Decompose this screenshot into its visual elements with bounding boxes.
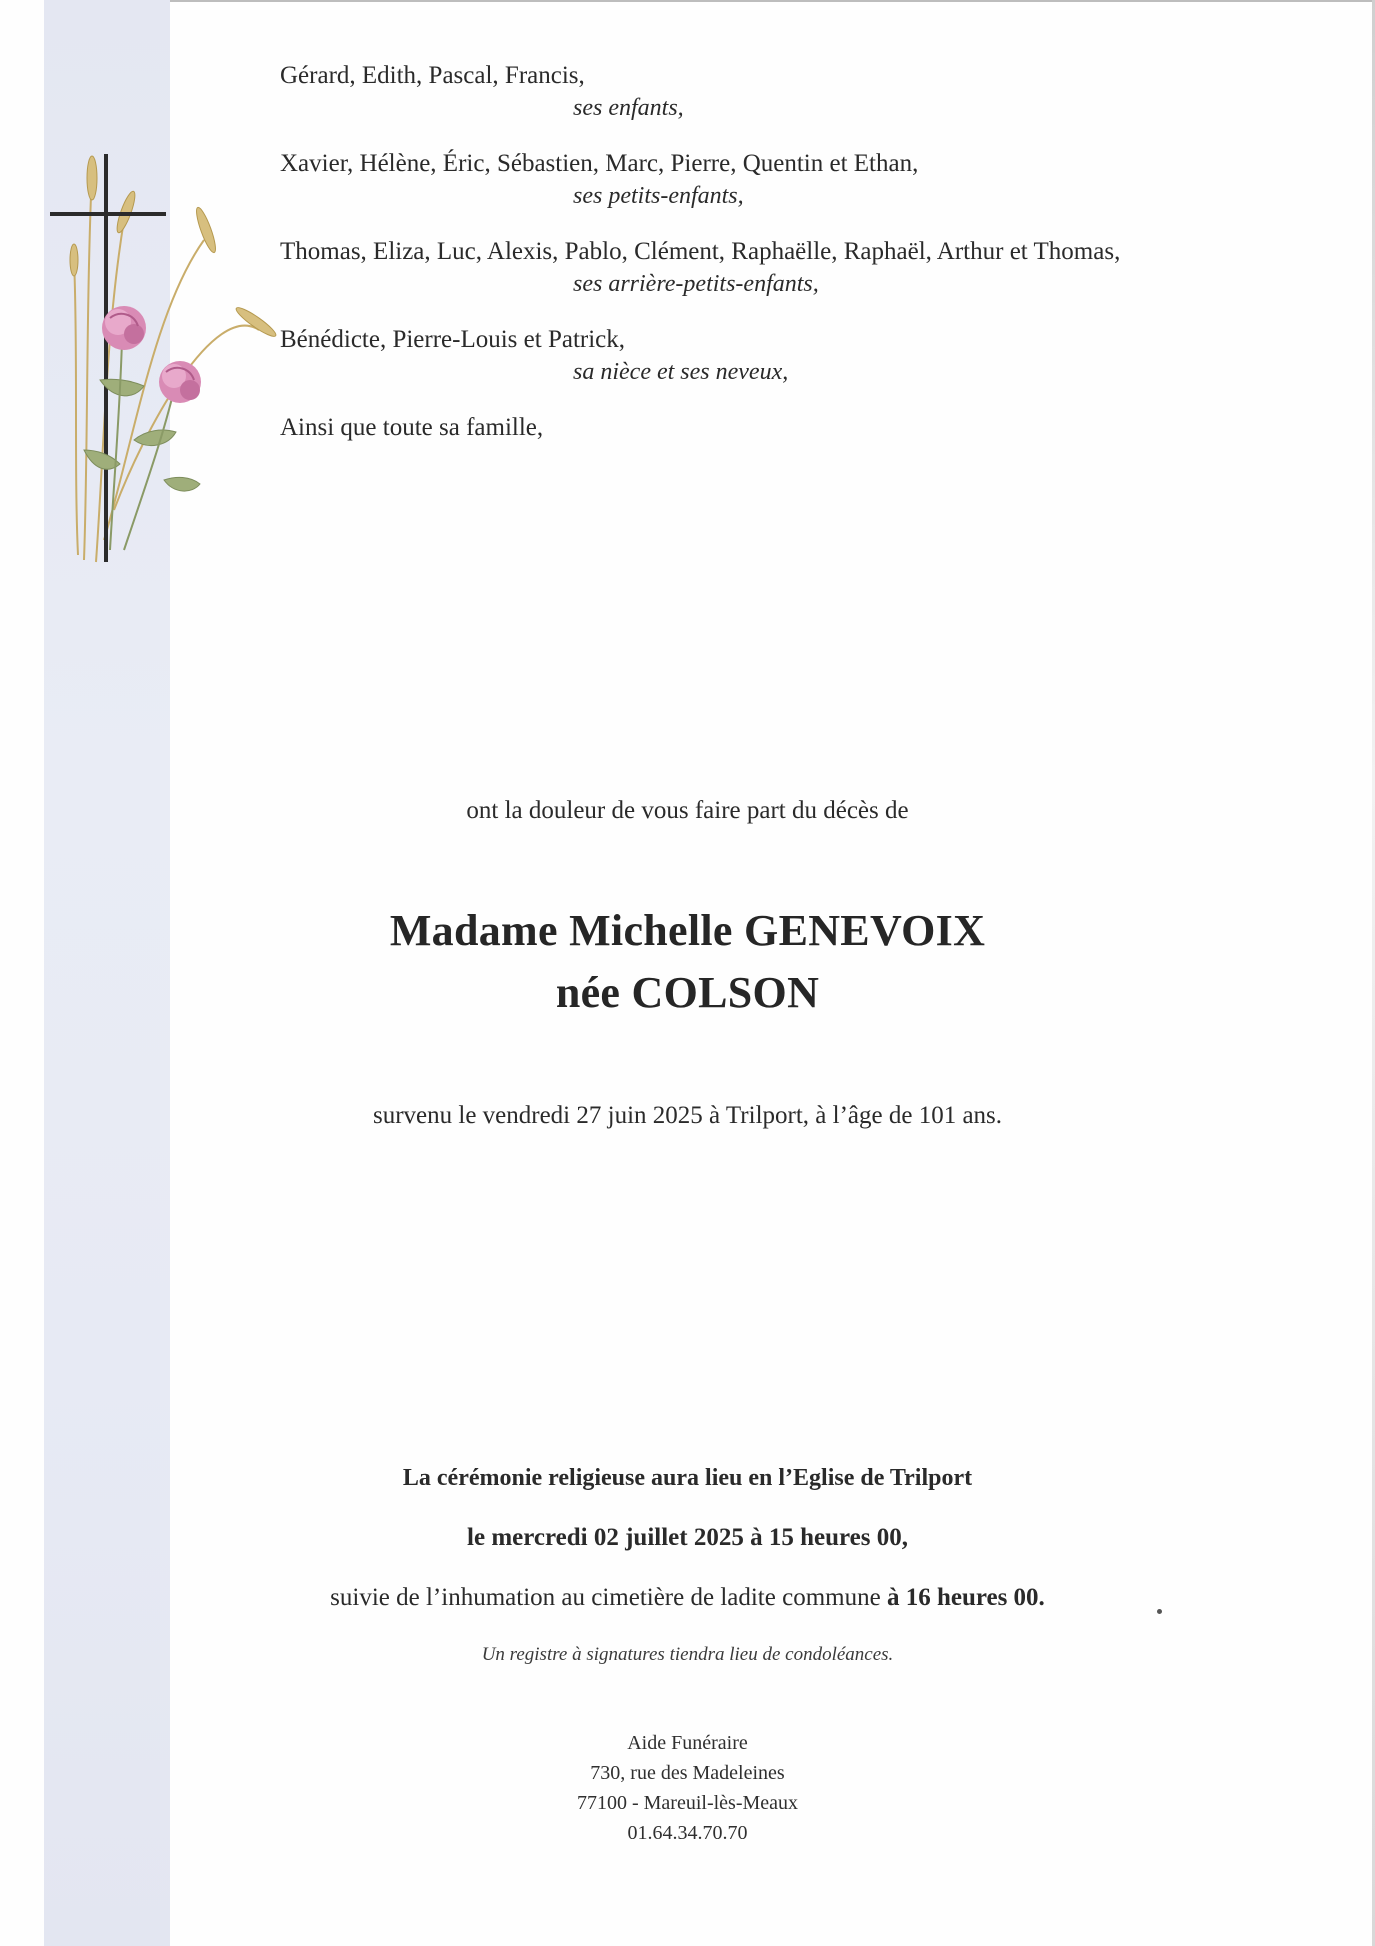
pink-rose-icon — [102, 306, 146, 350]
top-scan-edge — [170, 0, 1375, 2]
deceased-maiden-name: née COLSON — [555, 968, 820, 1017]
cross-wheat-roses-illustration — [44, 150, 284, 570]
funeral-home-block — [0, 1728, 1375, 1848]
scan-speck — [1157, 1609, 1162, 1614]
deceased-name: Madame Michelle GENEVOIX — [389, 906, 986, 955]
family-names: Gérard, Edith, Pascal, Francis, — [280, 62, 585, 89]
family-group-children — [280, 60, 1280, 124]
family-names: Xavier, Hélène, Éric, Sébastien, Marc, Pierre, Quentin et Ethan, — [280, 150, 919, 177]
family-relation: ses enfants, — [573, 95, 684, 121]
family-relation: sa nièce et ses neveux, — [573, 359, 789, 385]
family-relation: ses arrière-petits-enfants, — [573, 271, 819, 297]
family-closing: Ainsi que toute sa famille, — [280, 414, 544, 441]
ceremony-place: La cérémonie religieuse aura lieu en l’Eglise de Trilport — [402, 1465, 973, 1491]
family-list — [280, 60, 1280, 444]
family-group-great-grandchildren — [280, 236, 1280, 300]
deceased-name-block — [0, 900, 1375, 1024]
family-names: Bénédicte, Pierre-Louis et Patrick, — [280, 326, 626, 353]
funeral-home-city: 77100 - Mareuil-lès-Meaux — [576, 1792, 799, 1814]
burial-info — [0, 1582, 1375, 1614]
family-group-niece-nephews — [280, 324, 1280, 388]
burial-prefix: suivie de l’inhumation au cimetière de ladite commune — [330, 1584, 887, 1611]
register-note: Un registre à signatures tiendra lieu de condoléances. — [481, 1644, 894, 1665]
death-info: survenu le vendredi 27 juin 2025 à Trilport, à l’âge de 101 ans. — [372, 1102, 1003, 1129]
funeral-home-street: 730, rue des Madeleines — [590, 1762, 785, 1784]
wheat-ears — [70, 156, 279, 340]
funeral-home-phone: 01.64.34.70.70 — [627, 1822, 748, 1844]
ceremony-date: le mercredi 02 juillet 2025 à 15 heures 00, — [467, 1524, 908, 1551]
burial-time: à 16 heures 00. — [886, 1584, 1045, 1611]
cross-icon — [52, 156, 164, 560]
family-names: Thomas, Eliza, Luc, Alexis, Pablo, Clément, Raphaëlle, Raphaël, Arthur et Thomas, — [280, 238, 1121, 265]
pink-rose-icon — [159, 361, 201, 403]
announcement: ont la douleur de vous faire part du décès de — [466, 797, 909, 824]
family-group-grandchildren — [280, 148, 1280, 212]
funeral-home-name: Aide Funéraire — [627, 1732, 748, 1754]
family-relation: ses petits-enfants, — [573, 183, 744, 209]
